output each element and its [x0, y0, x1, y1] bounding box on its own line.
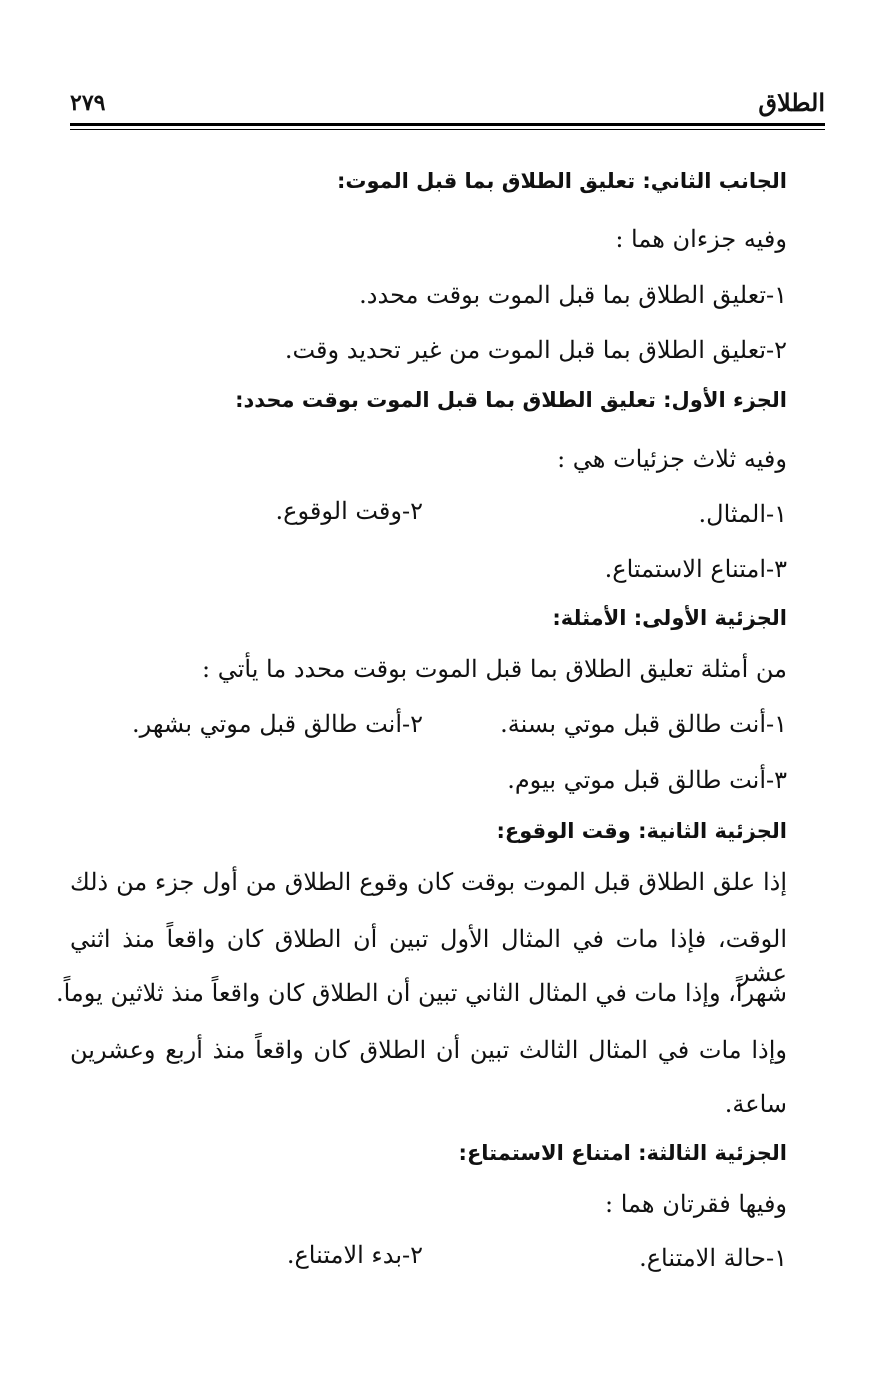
- paragraph-line: ساعة.: [724, 1090, 787, 1118]
- chapter-title: الطلاق: [758, 88, 825, 117]
- paragraph-line: إذا علق الطلاق قبل الموت بوقت كان وقوع الطلاق من أول جزء من ذلك: [70, 868, 788, 896]
- section-heading: الجزئية الثانية: وقت الوقوع:: [496, 819, 787, 843]
- section-heading: الجزئية الأولى: الأمثلة:: [552, 606, 787, 630]
- section-heading: الجزء الأول: تعليق الطلاق بما قبل الموت بوقت محدد:: [235, 388, 787, 412]
- page-number: ٢٧٩: [70, 90, 106, 116]
- list-item: ٣-أنت طالق قبل موتي بيوم.: [507, 766, 787, 794]
- list-item: ٢-أنت طالق قبل موتي بشهر.: [131, 710, 423, 738]
- header-rule-thin: [70, 129, 825, 130]
- paragraph: وفيه جزءان هما :: [615, 225, 787, 253]
- paragraph-line: شهراً، وإذا مات في المثال الثاني تبين أن الطلاق كان واقعاً منذ ثلاثين يوماً.: [55, 979, 787, 1007]
- paragraph-line: وإذا مات في المثال الثالث تبين أن الطلاق كان واقعاً منذ أربع وعشرين: [70, 1036, 787, 1064]
- header-rule-thick: [70, 123, 825, 126]
- list-item: ١-تعليق الطلاق بما قبل الموت بوقت محدد.: [359, 281, 787, 309]
- list-item: ٢-وقت الوقوع.: [275, 497, 423, 525]
- paragraph: وفيه ثلاث جزئيات هي :: [557, 445, 787, 473]
- list-item: ٢-تعليق الطلاق بما قبل الموت من غير تحديد وقت.: [284, 336, 787, 364]
- list-item: ١-المثال.: [698, 500, 787, 528]
- list-item: ٣-امتناع الاستمتاع.: [604, 555, 787, 583]
- list-item: ١-حالة الامتناع.: [639, 1244, 787, 1272]
- paragraph-line: الوقت، فإذا مات في المثال الأول تبين أن الطلاق كان واقعاً منذ اثني عشر: [70, 925, 787, 987]
- paragraph: من أمثلة تعليق الطلاق بما قبل الموت بوقت محدد ما يأتي :: [202, 655, 787, 683]
- page-header: [70, 88, 825, 122]
- list-item: ٢-بدء الامتناع.: [286, 1241, 423, 1269]
- list-item: ١-أنت طالق قبل موتي بسنة.: [500, 710, 787, 738]
- section-heading: الجانب الثاني: تعليق الطلاق بما قبل الموت:: [337, 169, 787, 193]
- section-heading: الجزئية الثالثة: امتناع الاستمتاع:: [458, 1141, 787, 1165]
- paragraph: وفيها فقرتان هما :: [605, 1190, 787, 1218]
